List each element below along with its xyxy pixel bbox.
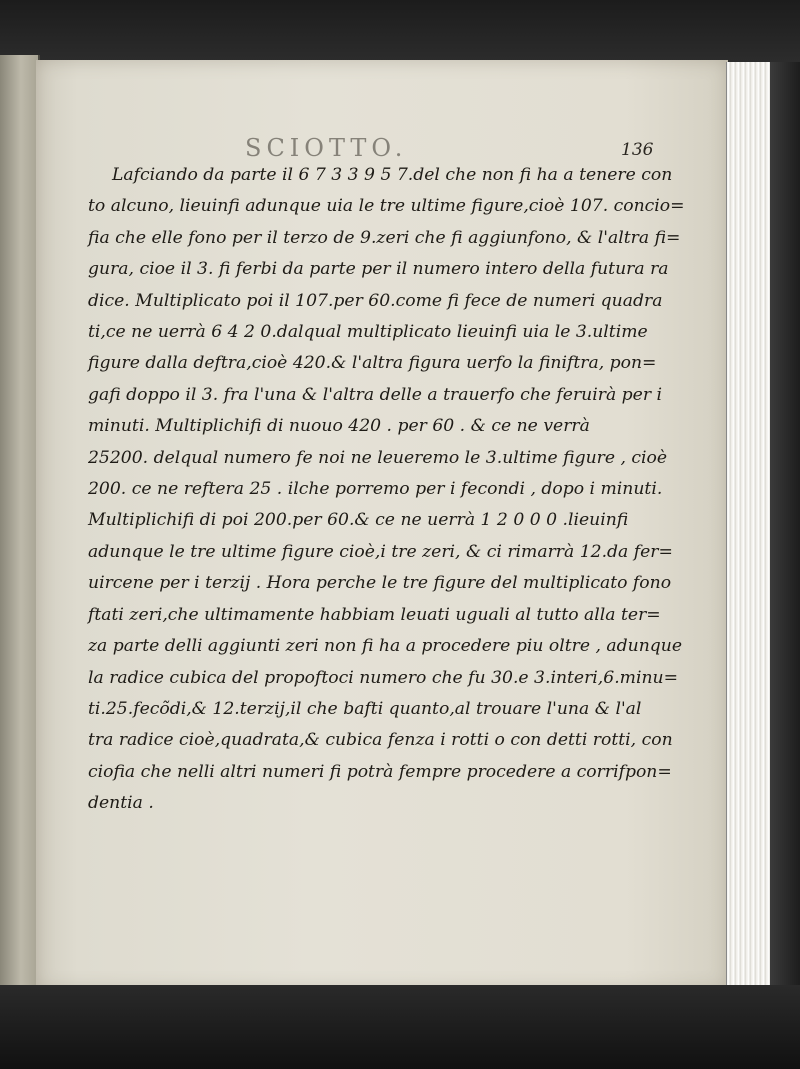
scan-background-right	[770, 62, 800, 992]
text-line: Multiplichifi di poi 200.per 60.& ce ne uerrà 1 2 0 0 0 .lieuinfi	[88, 510, 629, 531]
text-line: ti,ce ne uerrà 6 4 2 0.dalqual multiplicato lieuinfi uia le 3.ultime	[88, 322, 648, 343]
text-line: za parte delli aggiunti zeri non fi ha a procedere piu oltre , adunque	[88, 636, 683, 657]
text-line: 25200. delqual numero fe noi ne leueremo le 3.ultime figure , cioè	[88, 447, 668, 468]
text-line: ti.25.fecõdi,& 12.terzij,il che bafti quanto,al trouare l'una & l'al	[88, 698, 642, 719]
text-line: uircene per i terzij . Hora perche le tre figure del multiplicato fono	[88, 573, 672, 594]
running-head-title: SCIOTTO.	[245, 134, 408, 162]
text-line: la radice cubica del propoftoci numero che fu 30.e 3.interi,6.minu=	[88, 667, 678, 688]
text-line: dice. Multiplicato poi il 107.per 60.come fi fece de numeri quadra	[88, 290, 663, 311]
previous-page-edge	[0, 55, 40, 995]
scan-background-bottom	[0, 985, 800, 1069]
text-line: to alcuno, lieuinfi adunque uia le tre ultime figure,cioè 107. concio=	[88, 196, 685, 217]
text-line: ftati zeri,che ultimamente habbiam leuati uguali al tutto alla ter=	[88, 604, 661, 625]
text-line: adunque le tre ultime figure cioè,i tre zeri, & ci rimarrà 12.da fer=	[88, 541, 673, 562]
text-line: gura, cioe il 3. fi ferbi da parte per il numero intero della futura ra	[88, 259, 669, 280]
text-line: ciofia che nelli altri numeri fi potrà fempre procedere a corrifpon=	[88, 761, 672, 782]
text-line: dentia .	[88, 793, 154, 814]
text-line: Lafciando da parte il 6 7 3 3 9 5 7.del che non fi ha a tenere con	[112, 165, 673, 185]
text-line: tra radice cioè,quadrata,& cubica fenza i rotti o con detti rotti, con	[88, 730, 673, 751]
text-line: figure dalla deftra,cioè 420.& l'altra figura uerfo la finiftra, pon=	[88, 353, 657, 374]
body-text	[88, 160, 708, 820]
text-line: minuti. Multiplichifi di nuouo 420 . per 60 . & ce ne verrà	[88, 416, 590, 437]
page-fore-edge	[726, 62, 771, 992]
text-line: 200. ce ne reftera 25 . ilche porremo per i fecondi , dopo i minuti.	[88, 479, 663, 500]
page-number: 136	[621, 140, 654, 160]
text-line: gafi doppo il 3. fra l'una & l'altra delle a trauerfo che feruirà per i	[88, 384, 663, 405]
text-line: fia che elle fono per il terzo de 9.zeri che fi aggiunfono, & l'altra fi=	[88, 227, 681, 248]
